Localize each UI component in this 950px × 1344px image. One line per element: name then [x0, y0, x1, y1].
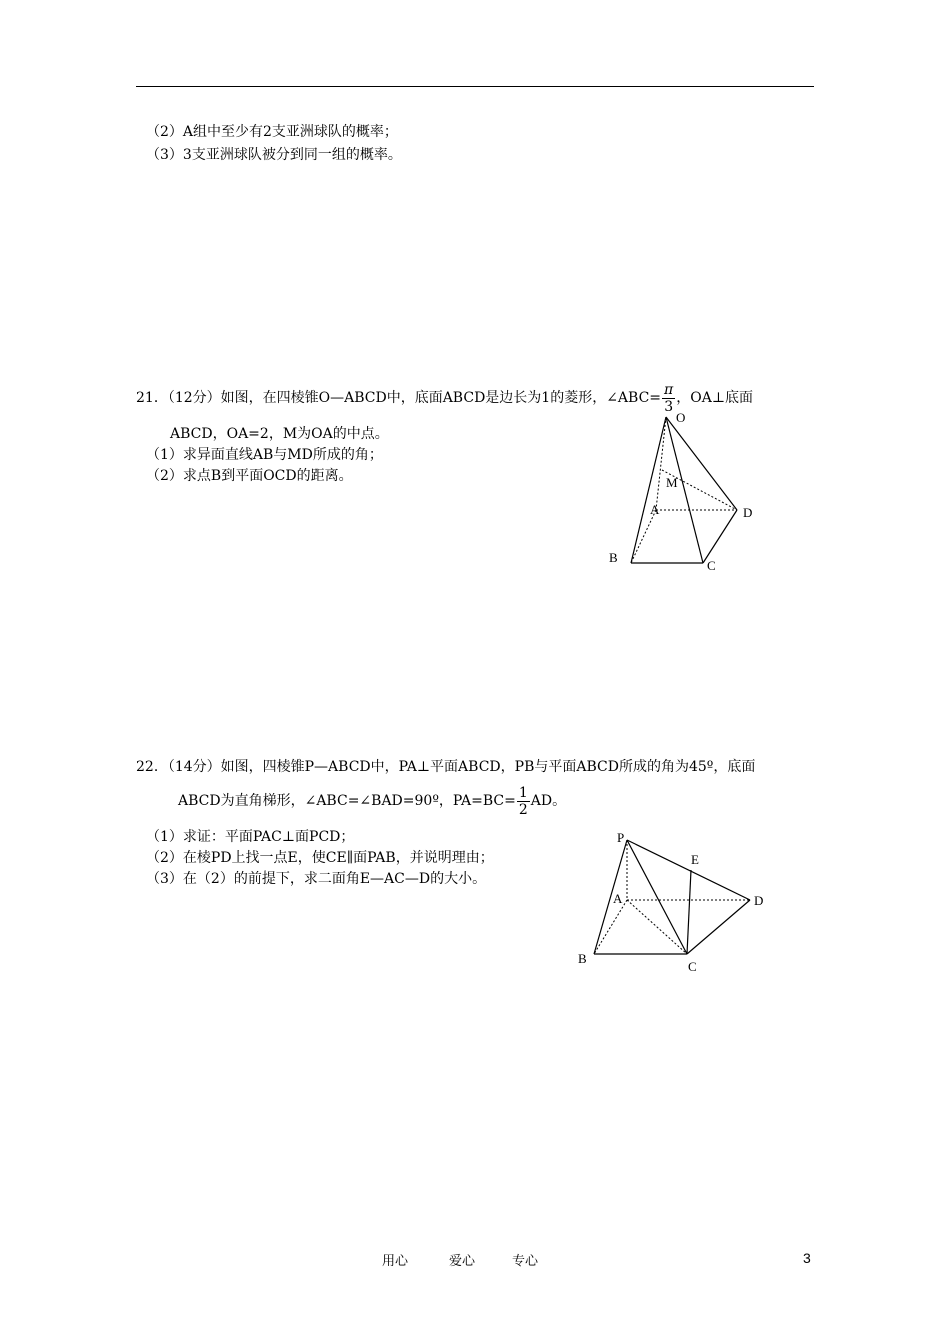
label-A: A — [613, 891, 623, 906]
pyramid-figure-21 — [600, 400, 770, 580]
fraction-numerator: π — [664, 381, 674, 398]
page-number: 3 — [803, 1250, 811, 1266]
label-B: B — [609, 550, 618, 565]
edge-OD — [666, 417, 737, 510]
segment-CE — [687, 870, 691, 954]
problem-21-stem-text: 21．（12分）如图，在四棱锥O—ABCD中，底面ABCD是边长为1的菱形，∠ABC= — [136, 390, 662, 406]
problem-21-q2: （2）求点B到平面OCD的距离。 — [146, 468, 353, 484]
problem-22-line2 — [178, 784, 566, 818]
edge-AB — [594, 900, 627, 954]
label-D: D — [743, 505, 753, 520]
edge-CD — [703, 510, 737, 563]
label-E: E — [691, 852, 699, 867]
problem-22-stem: 22．（14分）如图，四棱锥P—ABCD中，PA⊥平面ABCD，PB与平面ABCD所成的角为45º，底面 — [136, 759, 756, 775]
footer-text-1: 用心 — [382, 1254, 409, 1269]
problem-22-line2-tail: AD。 — [530, 793, 567, 809]
edge-PC — [627, 840, 687, 954]
problem-22-q2: （2）在棱PD上找一点E，使CE∥面PAB，并说明理由； — [146, 850, 494, 866]
problem-22-q1: （1）求证：平面PAC⊥面PCD； — [146, 829, 355, 845]
edge-CD — [687, 900, 750, 954]
prev-problem-q2: （2）A组中至少有2支亚洲球队的概率； — [146, 124, 398, 140]
label-B: B — [578, 951, 587, 966]
edge-OA — [656, 417, 666, 510]
segment-AC — [627, 900, 687, 954]
label-C: C — [688, 959, 697, 974]
fraction-numerator: 1 — [518, 784, 528, 801]
edge-PD — [627, 840, 750, 900]
problem-22-line2-text: ABCD为直角梯形，∠ABC=∠BAD=90º，PA=BC= — [178, 793, 516, 809]
label-D: D — [754, 893, 764, 908]
footer-text-2: 爱心 — [449, 1254, 476, 1269]
edge-OB — [631, 417, 666, 563]
edge-AB — [631, 510, 656, 563]
label-P: P — [617, 830, 625, 845]
header-rule — [136, 86, 814, 87]
prev-problem-q3: （3）3支亚洲球队被分到同一组的概率。 — [146, 147, 402, 163]
problem-21-line2: ABCD，OA=2，M为OA的中点。 — [170, 426, 389, 442]
fraction-one-half — [517, 785, 530, 818]
footer-text-3: 专心 — [512, 1254, 539, 1269]
edge-OC — [666, 417, 703, 563]
label-A: A — [650, 502, 660, 517]
problem-21-stem-tail: ，OA⊥底面 — [676, 390, 754, 406]
fraction-denominator: 3 — [664, 398, 674, 415]
problem-21-q1: （1）求异面直线AB与MD所成的角； — [146, 447, 383, 463]
label-M: M — [666, 475, 678, 490]
label-O: O — [676, 410, 686, 425]
fraction-denominator: 2 — [518, 801, 528, 818]
pyramid-figure-22 — [570, 820, 780, 980]
problem-22-q3: （3）在（2）的前提下，求二面角E—AC—D的大小。 — [146, 871, 487, 887]
label-C: C — [707, 558, 716, 573]
